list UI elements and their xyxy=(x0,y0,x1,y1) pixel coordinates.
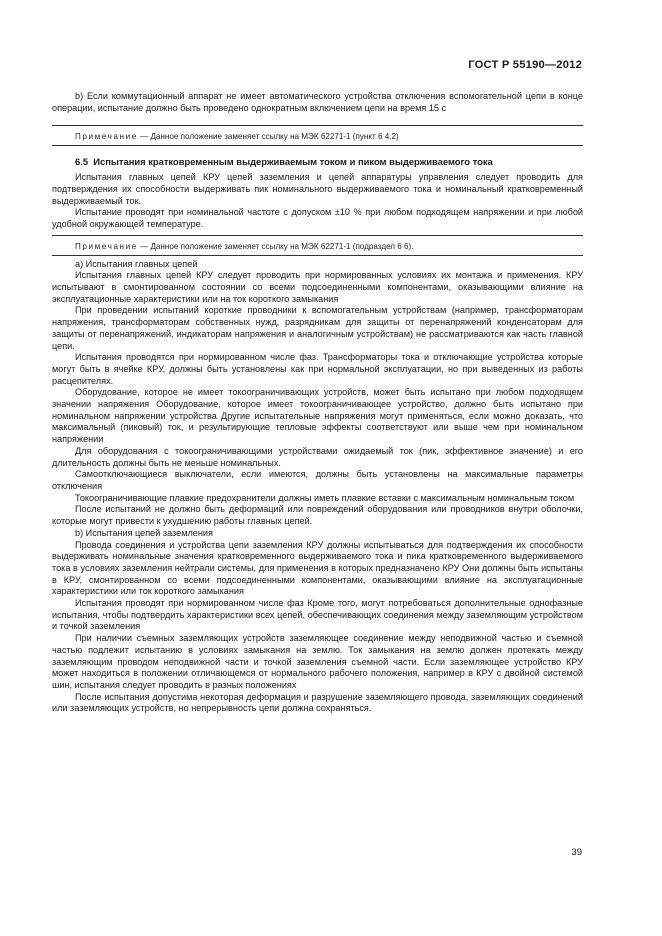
body-paragraph: Испытания главных цепей КРУ следует проводить при нормированных условиях их монтажа и применения. КРУ испытывают в смонтированном состоянии со всеми подсоединенными компонентами, оказывающими влияние на эксплуатационные характеристики или на ток короткого замыкания xyxy=(52,270,583,304)
body-paragraph: Для оборудования с токоограничивающими устройствами ожидаемый ток (пик, эффективное значение) и его длительность должны быть не меньше номинальных. xyxy=(52,445,583,468)
section-paragraph: Испытания главных цепей КРУ цепей заземления и цепей аппаратуры управления следует проводить для подтверждения их способности выдерживать пик номинального выдерживаемого тока и номинальный кратковременный выдерживаемый ток. xyxy=(52,172,583,206)
intro-paragraph: b) Если коммутационный аппарат не имеет автоматического устройства отключения вспомогательной цепи в конце операции, испытание должно быть проведено однократным включением цепи на время 15 с xyxy=(52,91,583,113)
body-paragraph: Испытания проводятся при нормированном числе фаз. Трансформаторы тока и отключающие устройства которые могут быть в ячейке КРУ, должны быть установлены как при нормальной эксплуатации, но при выведенных из работы расцепителях. xyxy=(52,352,583,386)
body-paragraph: После испытания допустима некоторая деформация и разрушение заземляющего провода, заземляющих соединений или заземляющих устройств, но непрерывность цепи должна сохраняться. xyxy=(52,691,583,714)
section-paragraph: Испытание проводят при номинальной частоте с допуском ±10 % при любом подходящем напряжении и при любой удобной окружающей температуре. xyxy=(52,207,583,229)
section-title: Испытания кратковременным выдерживаемым током и пиком выдерживаемого тока xyxy=(93,156,493,168)
section-number: 6.5 xyxy=(75,156,89,168)
subsection-b-heading: b) Испытания цепей заземления xyxy=(75,527,213,538)
subsection-a-heading: а) Испытания главных цепей xyxy=(75,258,198,269)
note-2 xyxy=(52,235,583,256)
note-1-text: — Данное положение заменяет ссылку на МЭК 62271-1 (пункт 6 4.2) xyxy=(137,132,399,142)
body-paragraph: При наличии съемных заземляющих устройств заземляющее соединение между неподвижной частью и съемной частью подлежит испытанию в условиях замыкания на землю. Ток замыкания на землю должен протекать между заземляющим проводом неподвижной части и точкой заземления съемной части. Если заземляющее устройство КРУ может находиться в положении отличающемся от нормального рабочего положения, например в КРУ с двойной системой шин, испытания следует проводить в разных положениях xyxy=(52,633,583,690)
body-paragraph: После испытаний не должно быть деформаций или повреждений оборудования или проводников внутри оболочки, которые могут привести к ухудшению работы главных цепей. xyxy=(52,504,583,527)
page-number: 39 xyxy=(571,847,582,858)
body-paragraph: Токоограничивающие плавкие предохранители должны иметь плавкие вставки с максимальным номинальным током xyxy=(75,492,575,503)
page-content xyxy=(52,91,583,715)
body-paragraph: Провода соединения и устройства цепи заземления КРУ должны испытываться для подтверждения их способности выдерживать номинальные значения кратковременного выдерживаемого тока и пика кратковременного выдерживаемого тока в условиях заземления нейтрали системы, для применения в которых предназначено КРУ Они должны быть испытаны в КРУ, смонтированном со всеми подсоединенными компонентами, оказывающими влияние на эксплуатационные характеристики или ток короткого замыкания xyxy=(52,539,583,597)
body-paragraph: При проведении испытаний короткие проводники к вспомогательным устройствам (например, трансформаторам напряжения, трансформаторам собственных нужд, разрядникам для защиты от перенапряжений конденсаторам для защиты от перенапряжений, индикаторам напряжения и аналогичным устройствам) не рассматриваются как часть главной цепи. xyxy=(52,305,583,351)
note-2-text: — Данное положение заменяет ссылку на МЭК 62271-1 (подраздел 6 6). xyxy=(137,241,414,251)
note-2-label: Примечание xyxy=(75,241,138,251)
note-1 xyxy=(52,125,583,146)
section-heading xyxy=(52,156,583,168)
note-1-label: Примечание xyxy=(75,132,138,142)
standard-code: ГОСТ Р 55190—2012 xyxy=(468,59,582,71)
body-paragraph: Оборудование, которое не имеет токоограничивающих устройств, может быть испытано при любом подходящем значении напряжения Оборудование, которое имеет токоограничивающее устройство, должно быть испытано при номинальном напряжении устройства Другие испытательные напряжения могут применяться, если можно доказать, что максимальный (пиковый) ток, и результирующие тепловые эффекты соответствуют или выше чем при номинальном напряжении xyxy=(52,387,583,445)
body-paragraph: Испытания проводят при нормированном числе фаз Кроме того, могут потребоваться дополнительные однофазные испытания, чтобы подтвердить характеристики всех цепей, обеспечивающих соединения между заземляющим устройством и точкой заземления xyxy=(52,598,583,632)
body-paragraph: Самоотключающиеся выключатели, если имеются, должны быть установлены на максимальные параметры отключения xyxy=(52,469,583,491)
